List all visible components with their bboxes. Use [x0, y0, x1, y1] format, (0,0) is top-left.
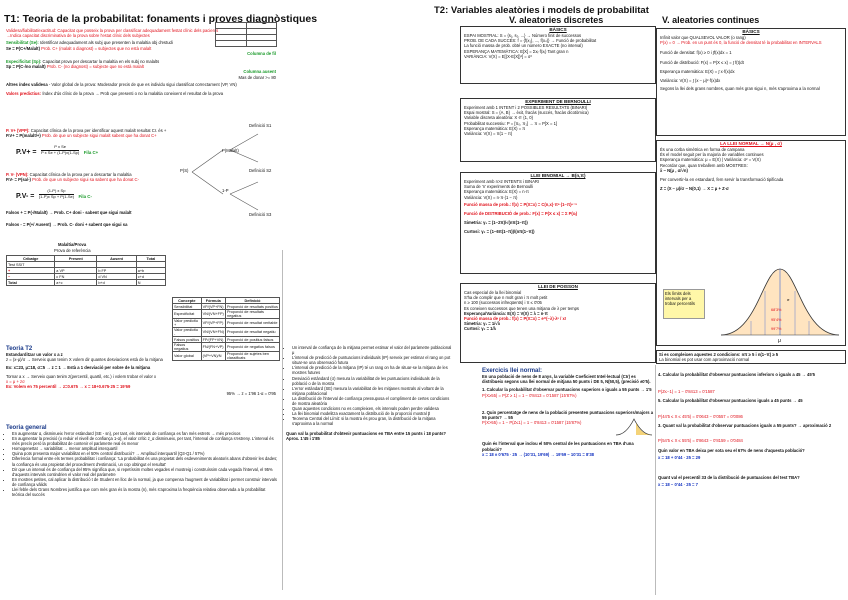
- exer-q1: 1. Calcular la probabilitat d'observar puntuacions superiors o iguals a 55 punts → 1'5: [482, 387, 652, 393]
- t2-line: Ex: x=23, μ=18, σ=5 → z = 1 → Està a 1 desviació per sobre de la mitjana: [6, 365, 151, 371]
- mini-table: [215, 22, 277, 47]
- bern-line: Esperança matemàtica: E(X) = π: [464, 125, 526, 131]
- altres-text: Valor global de la prova:: [51, 81, 97, 87]
- concept-row: Falsos negatius FN/(FN+VP) Proporció de negatius falsos: [173, 343, 280, 352]
- curve-label-997: 99'7%: [771, 327, 782, 331]
- list-item: • En mostres petites, cal aplicar la distribució t de Student en lloc de la normal, ja que compensa l'augment de variabilitat i permet construir intervals de confiança vàlids: [12, 477, 278, 487]
- sens-formula: Se = P(C+/Malalt): [6, 45, 40, 51]
- list-item: • Quina pots presenta major variabilitat en el 50% central distribució? → Amplitud interquartil (Q3-Q1 / 57%): [12, 451, 278, 456]
- list-item: • Dir que un interval és de confiança del 95% significa que, si repetíssim moltes vegades el mostreig i construíssim cada vegada l'interval, el 95% d'aquests intervals contindrien el valor real del paràmetre: [12, 467, 278, 477]
- vpp-fraction: $\frac{\text{P x Se}}{\text{P x Se + (1-P)x(1-Sp)}}$: [40, 144, 80, 155]
- intro-line-1: Validesa/fiabilitat/exactitud: Capacitat que posseix la prova per classificar adequadament festat clínic dels pacients: [6, 28, 219, 33]
- basics-cont-line: Funció de distribució: F(x) = P(X ≤ x) = ∫ f(t)dt: [660, 59, 744, 65]
- left-column: T1: Teoria de la probabilitat: fonaments i proves diagnòstiques Validesa/fiabilitat/exactitud: Capacitat que posseix la prova per classificar adequadament festat clínic dels pacients →Indica capacitat discriminativa de la prova sobre l'estat clínic dels subjectes Sensibilitat (Se): Identificar adequadament als subj que presenten la malaltia obj d'estudi Se = P(C+/Malalt) Prob. C+ (malalt o diagnost) = subjectes que no està malalt Columna de fil Especificitat (Sp): Capacitat prova per descartar la malaltia en els subj no malalts Sp = P(C-/no malalt) Prob. C- (no diagnost) = subjecte que no està malalt Columna ausent Mas de donar >= 80 Altres índex validesa - Valor global de la prova: Moderador precis de que es individu sigui classificat correctament (VP, VN) Valors predictius: Índex d'ús clínic de la prova → Prob que presenti o no la malaltia coneixent el resultat de la prova P. V+ (VPP): Capacitat clínica de la prova per identificar aquest malalt resultat Cr. és + P.V+ = P(malalt/+) Prob. de que un subjecte sigui malalt sabent que ha donat C+ P.V+ = $\frac{\text{P x Se}}{\text{P x Se + (1-P)x(1-Sp)}}$ Fila C+ P. V- (VPN): Capacitat clínica de la prova per a descartar la malaltia P.V- = P(sa/-) Prob. de que un subjecte sigui sa sabent que ha donat C- P.V- = $\frac{\text{(1-P) x Sp}}{\text{(1-P)x Sp + P(1-Se)}}$ Fila C- Falsos + = P(-/Malalt) → Prob. C+ doni - sabent que sigui malalt Falsos - = P(+/ Ausent) → Prob. C- doni + sabent que sigui sa Definició S1 P(Malalt) 1-P Definició S2 P(S) Definició S3 Malaltia/Prova Prova de referència Cribatge Present Ausent Total Test SSIT + a VP b FP a+b − c FN d VN c+d Total a+c b+d N Concepte Fórmula Definició Sensibilitat VP/(VP+FN) Proporció de resultats positius Especificitat VN/(VN+FP) Proporció de resultats negatius Valor predictiu + VP/(VP+FP) Proporció de resultat veritable Valor predictiu - VN/(VN+FN) Proporció de resultat negatiu Falsos positius FP/(FP+VN) Proporció de positius falsos Falsos negatius FN/(FN+VP) Proporció de negatius falsos Valor global (VP+VN)/N Proporció de sujetes ben classificats Teoria T2 Estandarditzar un valor x a z z = (x-μ)/σ → Serveix quan tenim X volem dir quantes desviacions està de la mitjana Ex: x=23, μ=18, σ=5 → z = 1 → Està a 1 desviació per sobre de la mitjana Tornar a x → Serveix quan tenim z(percentil, quartil, etc.) i volem trobar el valor x x = μ + zσ Ex: Volem en 75 percentil → z=0.675 → x = 18+0.675·25 = 19'69 95% → z = 1'96 1-α = 0'95 Teoria general • En augmentar α, disminueix l'error estàndard (SE - sn), per tant, els intervals de confiança es fan més estrets → més precisos • En augmentar la precisió (o reduir el nivell de confiança 1-α), el valor crític z_α disminueix, per tant, l'interval de confiança s'estreny. L'interval és més precís però la probabilitat de contenir el paràmetre real és menor • Homogeneïtat → variabilitat → menor amplitud interquartil • Quina pots presenta major variabilitat en el 50% central distribució? → Amplitud interquartil (Q3-Q1 / 57%) • Diferència formal entre els termes probabilitat i confiança: 'La probabilitat és una propietat dels esdeveniments aleatoris abans d'obtenir les dades; la confiança és una propietat del procediment d'estimació, un cop obtingut el resultat' • Dir que un interval és de confiança del 95% significa que, si repetíssim moltes vegades el mostreig i construíssim cada vegada l'interval, el 95% d'aquests intervals contindrien el valor real del paràmetre • En mostres petites, cal aplicar la distribució t de Student en lloc de la normal, ja que compensa l'augment de variabilitat i permet construir intervals de confiança vàlids • Llei feble dels Grans Nombres justifica que com més gran és la mostra (n), més s'aproxima la freqüència relativa observada a la probabilitat teòrica del succés: [0, 0, 282, 600]
- normal-title: LA LLEI NORMAL → N(μ , σ): [720, 141, 782, 146]
- predictius-text: Índex d'ús clínic de la prova → Prob que presenti o no la malaltia coneixent el resultat de la prova: [42, 91, 224, 97]
- basics-title: BÀSICS: [549, 27, 567, 32]
- spec-note: Prob. C- (no diagnost) = subjecte que no està malalt: [46, 64, 144, 70]
- exer-q5: 5. Calcular la probabilitat d'observar puntuacions iguals a 45 punts → 45: [658, 398, 803, 404]
- list-item: • Teorema Central del Límit: si la mostra és prou gran, la distribució de la mitjana s'aproxima a la normal: [292, 416, 454, 426]
- binom-line: Funció massa de prob.: f(x) = P(X=x) = C(n,x)·πˣ·(1−π)ⁿ⁻ˣ: [464, 201, 577, 207]
- t2-title: Teoria T2: [6, 346, 33, 352]
- concept-row: Especificitat VN/(VN+FP) Proporció de resultats negatius: [173, 310, 280, 319]
- exer-q7-sol: x = 18 + 0'44 · 25 = 29: [658, 455, 701, 461]
- tree-label-4: P(S): [180, 168, 189, 173]
- discretes-title: V. aleatories discretes: [509, 15, 604, 25]
- no-val: Mas de donar >= 80: [238, 74, 276, 80]
- predictius-title: Valors predictius:: [6, 91, 42, 97]
- column-divider: [655, 365, 656, 595]
- basics-line: ESPAI MOSTRAL: S = {s₁, s₂, ...} → Número finit de successos: [464, 33, 582, 38]
- bell-curve: [717, 261, 843, 343]
- list-item: • La distribució de l'interval de confiança pressuposa el compliment de certes condicions de mostra aleatòria: [292, 396, 454, 406]
- basics-cont-box: [656, 28, 846, 136]
- exer-q6-sol: P(54'5 ≤ X ≤ 55'5) = 0'8643 − 0'8159 = 0'0484: [658, 438, 743, 444]
- normal-line: És el model seguit per la majoria de variables continues: [660, 152, 764, 158]
- poisson-line: S'ha de complir que n molt gran i π molt petit: [464, 295, 548, 301]
- basics-line: La funció massa de prob. obté un número EXACTE (no interval): [464, 43, 583, 49]
- aprox-title: Si es compleixen aquestes 2 condicions: nπ ≥ 5 i n(1−π) ≥ 5: [659, 352, 779, 357]
- basics-line: ESPERANÇA MATEMÀTICA: E[X] = Σxᵢ·f(xᵢ) Tant gran n: [464, 48, 569, 54]
- list-item: • L'interval de predicció de puntuacions individuals (IP) serveix per estimar el rang on pot situar-se una observació futura: [292, 355, 454, 365]
- vpn-text: Capacitat clínica de la prova per a descartar la malaltia: [29, 172, 132, 177]
- poisson-line: Curtosi: γ₂ = 1/λ: [464, 326, 496, 332]
- teoria-title: Teoria general: [6, 425, 47, 431]
- tree-label-2: 1-P: [222, 188, 229, 193]
- list-item: • Un interval de confiança de la mitjana permet estimar el valor del paràmetre poblacional μ: [292, 345, 454, 355]
- exer-q3: Quin és l'interval que inclou el 50% central de les puntuacions en TBA d'una població?: [482, 441, 634, 452]
- concept-row: Valor predictiu - VN/(VN+FN) Proporció de resultat negatiu: [173, 328, 280, 337]
- altres-label: Altres índex validesa: [6, 81, 48, 87]
- vpp-text: Capacitat clínica de la prova per identificar aquest malalt resultat Cr. és +: [30, 128, 167, 133]
- sens-label: Sensibilitat (Se):: [6, 40, 39, 46]
- exer-q8-sol: x = 18 − 0'44 · 25 = 7: [658, 481, 698, 487]
- exer-q6: 3. Quant val la probabilitat d'observar puntuacions iguals a 55 punts? → aproximació 2: [658, 422, 832, 428]
- basics-cont-line: Esperança matemàtica: E(X) = ∫ x·f(x)dx: [660, 68, 735, 74]
- table-sub: Test SSIT: [7, 262, 55, 268]
- list-item: • Desviació estàndard (σ) mesura la variabilitat de les puntuacions individuals de la població o de la mostra: [292, 376, 454, 386]
- spec-formula: Sp = P(C-/no malalt): [6, 64, 46, 70]
- curve-label-954: 95'4%: [771, 318, 782, 322]
- basics-line: PROB. DE CADA SUCCÉS: f = {f(x₁), ..., f(xₙ)} → Funció de probabilitat: [464, 38, 597, 44]
- bernoulli-box: [460, 98, 656, 162]
- binom-title: LLEI BINOMIAL → B(n,π): [530, 173, 586, 178]
- bern-line: Espai mostral: S = {A, B} → èxit, fracàs (succés, fracàs dicotòmica): [464, 110, 589, 116]
- fals-pos: Falsos + = P(-/Malalt) → Prob. C+ doni - sabent que sigui malalt: [6, 210, 132, 216]
- exer-q1-sol: P(X≥55) = P(Z ≥ 1) = 1 − 0'8413 = 0'1587 (15'87%): [482, 392, 577, 398]
- approximation-box: [656, 350, 846, 364]
- basics-box: [460, 26, 656, 84]
- binom-line: Suma de 'n' experiments de Bernoulli: [464, 184, 534, 190]
- t2-side: 95% → z = 1'96 1-α = 0'95: [226, 391, 276, 397]
- tree-label-0: Definició S1: [249, 123, 272, 128]
- vpn-note: Prob. de que un subjecte sigui sa sabent que ha donat C-: [32, 177, 139, 183]
- t2-line: Ex: Volem en 75 percentil → z=0.675 → x = 18+0.675·25 = 19'69: [6, 384, 131, 390]
- table-caption-2: Prova de referència: [54, 248, 91, 253]
- concept-header: Concepte: [173, 298, 202, 304]
- vpn-fila: Fila C-: [78, 194, 92, 200]
- vpn-formula: P.V- = P(sa/-): [6, 177, 31, 183]
- list-item: • Diferència formal entre els termes probabilitat i confiança: 'La probabilitat és una propietat dels esdeveniments aleatoris abans d'obtenir les dades; la confiança és una propietat del procediment d'estimació, un cop obtingut el resultat': [12, 456, 278, 466]
- intro-line-2: →Indica capacitat discriminativa de la prova sobre l'estat clínic dels subjectes: [6, 33, 150, 39]
- table-caption-1: Malaltia/Prova: [58, 242, 87, 247]
- altres-desc: Moderador precis de que es individu sigui classificat correctament (VP, VN): [97, 81, 237, 87]
- sens-note: Prob. C+ (malalt o diagnost) = subjectes que no està malalt: [41, 45, 152, 51]
- exer-q7: Quin valor en TBA deixa per sota seu el 67% de nens d'aquesta població?: [658, 448, 805, 454]
- middle-column: [284, 0, 656, 600]
- bern-line: Probabilitat successiu: P = [π₀, π₁] → π = P[X = 1]: [464, 120, 558, 126]
- vpn-eq: P.V- =: [16, 193, 35, 201]
- poisson-title: LLEI DE POISSON: [538, 284, 578, 289]
- basics-cont-line: Infinit valor que QUALSEVOL VALOR (o rang): [660, 35, 746, 40]
- vpn-fraction: $\frac{\text{(1-P) x Sp}}{\text{(1-P)x Sp + P(1-Se)}}$: [38, 188, 75, 199]
- list-item: • Llei feble dels Grans Nombres justifica que com més gran és la mostra (n), més s'aproxima la freqüència relativa observada a la probabilitat teòrica del succés: [12, 487, 278, 497]
- center-lower-list: [286, 345, 454, 441]
- vpp-eq: P.V+ =: [16, 149, 37, 157]
- exer-q4: 4. Calcular la probabilitat d'observar puntuacions inferiors o iguals a 45 → 45'5: [658, 372, 815, 377]
- spec-text: Capacitat prova per descartar la malaltia en els subj no malalts: [42, 59, 160, 65]
- binom-line: Funció de DISTRIBUCIÓ de prob.: F(x) = P(X ≤ x) = Σ P(xᵢ): [464, 211, 578, 217]
- list-item: • En augmentar α, disminueix l'error estàndard (SE - sn), per tant, els intervals de confiança es fan més estrets → més precisos: [12, 431, 278, 436]
- continues-title: V. aleatories continues: [662, 15, 760, 25]
- t2-line: z = (x-μ)/σ → Serveix quan tenim X volem dir quantes desviacions està de la mitjana: [6, 357, 163, 363]
- right-column: [656, 0, 848, 600]
- normal-line: x̄ ~ N(μ , σ/√n): [660, 167, 688, 173]
- t2-line: x = μ + zσ: [6, 378, 25, 384]
- concept-row: Valor predictiu + VP/(VP+FP) Proporció de resultat veritable: [173, 319, 280, 328]
- curve-label-sigma: σ: [787, 297, 790, 302]
- bern-title: EXPERIMENT DE BERNOULLI: [525, 99, 591, 104]
- exer-q5-sol: P(44'5 ≤ X ≤ 45'5) = 0'0643 − 0'0557 = 0'0086: [658, 413, 743, 419]
- poisson-box: [460, 283, 656, 363]
- left-title: T1: Teoria de la probabilitat: fonaments i proves diagnòstiques: [4, 13, 318, 25]
- list-item: • L'error estàndard (SE) mesura la variabilitat de les mitjanes mostrals al voltant de la mitjana poblacional: [292, 386, 454, 396]
- normal-box: [656, 140, 846, 346]
- aprox-sub: La binomial es pot usar com aproximació normal: [659, 357, 750, 363]
- exercises-right: [658, 372, 846, 487]
- list-item: • Quan aquestes condicions no es compleixen, els intervals poden perdre validesa: [292, 406, 454, 411]
- curve-label-mu: μ: [778, 338, 781, 344]
- table-header: Ausent: [97, 256, 136, 262]
- exer-q2-sol: P(X>55) = 1 − P(Z≤1) = 1 − 0'8413 = 0'1587 (15'87%): [482, 420, 582, 426]
- tree-label-5: Definició S3: [249, 212, 272, 217]
- basics-cont-line: Variància: V(X) = ∫ (x − μ)²·f(x)dx: [660, 78, 721, 84]
- contingency-table: [6, 255, 166, 286]
- tree-label-3: Definició S2: [249, 168, 272, 173]
- binom-line: Esperança matemàtica: E(X) = n·π: [464, 189, 529, 195]
- basics-cont-line: Funció de densitat: f(x) ≥ 0 i ∫f(x)dx = 1: [660, 50, 732, 56]
- exer-title: Exercicis llei normal:: [482, 368, 543, 374]
- poisson-line: Simetria: γ₁ = 1/√λ: [464, 321, 501, 327]
- vpp-note: Prob. de que un subjecte sigui malalt sabent que ha donat C+: [41, 133, 157, 139]
- vpn-label: P. V- (VPN):: [6, 172, 29, 177]
- bern-line: Variable discreta aleatòria: X ∈ {1, 0}: [464, 115, 533, 121]
- table-row: Total a+c b+d N: [7, 280, 166, 286]
- binom-line: Variància: V(X) = n·π·(1 − π): [464, 194, 518, 200]
- center-question: Quan val la probabilitat d'obtenir puntuacions en TBA entre 15 punts i 18 punts? Aprox. 1'45 i 1'85: [286, 430, 446, 441]
- concept-row: Sensibilitat VP/(VP+FN) Proporció de resultats positius: [174, 304, 278, 309]
- vpp-formula: P.V+ = P(malalt/+): [6, 133, 41, 139]
- table-header: Present: [55, 256, 97, 262]
- column-divider: [282, 250, 283, 590]
- col-aument: Columna ausent: [243, 69, 276, 75]
- t2-sub: Estandarditzar un valor x a z: [6, 352, 63, 357]
- table-row: + a VP b FP a+b: [7, 268, 166, 274]
- curve-note: Els límits dels intervals per a trobar percentils: [663, 289, 705, 319]
- basics-cont-line: Segons la llei dels grans nombres, quan més gran sigui n, més s'aproxima a la normal: [660, 86, 820, 92]
- concept-row: Falsos positius FP/(FP+VN) Proporció de positius falsos: [173, 337, 280, 343]
- exer-q4-sol: P(Z≤−1) = 1 − 0'8413 = 0'1587: [658, 389, 715, 395]
- binom-line: Experiment amb n>2 INTENTS i BINARI: [464, 179, 540, 184]
- normal-line: Recordar que, quan treballem amb MOSTRES:: [660, 162, 748, 168]
- exer-q2: 2. Quin percentatge de nens de la població presenten puntuacions superiors/majors a 55 punts? → 55: [482, 409, 654, 421]
- normal-line: Per convertir-la en estandard, fem servir la transformació tipificada: [660, 177, 784, 183]
- basics-cont-title: BÀSICS: [742, 29, 760, 34]
- binomial-box: [460, 172, 656, 274]
- table-header: Total: [136, 256, 165, 262]
- normal-line: És una corba simètrica en forma de campana: [660, 147, 745, 152]
- exer-q8: Quant val el percentil 33 de la distribució de puntuacions del test TBA?: [658, 474, 800, 480]
- middle-title: T2: Variables aleatòries i models de probabilitat: [434, 5, 649, 16]
- tree-label-1: P(Malalt): [222, 148, 239, 153]
- binom-line: Simetria: γ₁ = (1−2π)/√(nπ(1−π)): [464, 220, 528, 226]
- poisson-line: n ≥ 100 (successos infreqüents) i π ≤ 0'05: [464, 300, 542, 306]
- concept-row: Valor global (VP+VN)/N Proporció de sujetes ben classificats: [173, 352, 280, 361]
- concept-header: Definició: [225, 298, 279, 304]
- fals-neg: Falsos - = P(+/ Ausent) → Prob. C- doni + sabent que sigui sa: [6, 221, 128, 227]
- normal-line: Z = (X − μ)/σ ~ N(0,1) → X = μ + Z·σ: [660, 186, 729, 192]
- spec-label: Especificitat (Sp):: [6, 59, 42, 65]
- basics-cont-line: P(x) = 0 → Prob. en un punt és 0, la funció de densitat té la probabilitat en INTERVALS: [660, 40, 822, 46]
- curve-label-683: 68'3%: [771, 308, 782, 312]
- t2-line: Tornar a x → Serveix quan tenim z(percentil, quartil, etc.) i volem trobar el valor x: [6, 373, 157, 379]
- list-item: • L'interval de predicció de la mitjana (IP) té un rang on ha de situar-se la mitjana de les mostres futures: [292, 365, 454, 375]
- poisson-line: Cas especial de la llei binomial: [464, 290, 522, 295]
- exer-q3-sol: x = 18 ± 0'675 · 25 → (10'31, 19'69) → 19'69 − 10'31 = 8'38: [482, 451, 594, 457]
- exer-intro: En una població de nens de 8 anys, la variable Coeficient Intel·lectual (CIr) es distribueix segons una llei normal de mitjana 50 punts i DE 5, N(50,5), (precisió ±0'5).: [482, 374, 651, 385]
- col-malalts: Columna de fil: [247, 50, 276, 56]
- exercises-left: [482, 368, 654, 457]
- normal-line: Esperança matemàtica: μ = E(X) | Variància: σ² = V(X): [660, 157, 761, 163]
- list-item: • La llei binomial modelitza exactament la distribució de la proporció mostral p̂: [292, 411, 454, 416]
- list-item: • En augmentar la precisió (o reduir el nivell de confiança 1-α), el valor crític z_α disminueix, per tant, l'interval de confiança s'estreny. L'interval és més precís però la probabilitat de contenir el paràmetre real és menor: [12, 436, 278, 446]
- poisson-line: Es coneixen successos que tenen una mitjana de λ per temps: [464, 305, 579, 311]
- table-header: Cribatge: [7, 256, 55, 262]
- bern-line: Experiment amb 1 INTENT i 2 POSSIBLES RESULTATS (BINARI): [464, 105, 588, 110]
- binom-line: Curtosi: γ₂ = (1−6π(1−π))/(nπ(1−π)): [464, 229, 535, 235]
- vpp-fila: Fila C+: [83, 150, 99, 156]
- basics-line: VARIÀNCIA: V(X) = E[(X-E[X])²] = σ²: [464, 53, 532, 59]
- sens-text: Identificar adequadament als subj que presenten la malaltia obj d'estudi: [39, 40, 173, 46]
- table-row: − c FN d VN c+d: [7, 274, 166, 280]
- bern-line: Variància: V(X) = π(1 − π): [464, 131, 513, 137]
- concept-header: Fórmula: [201, 298, 225, 304]
- teoria-list: [6, 431, 278, 497]
- list-item: • Homogeneïtat → variabilitat → menor amplitud interquartil: [12, 446, 278, 451]
- exercise-curve-1: [614, 415, 654, 437]
- poisson-line: Esperança/Variància: E(X) = V(X) = λ = n·π: [464, 310, 548, 316]
- vpp-label: P. V+ (VPP):: [6, 128, 30, 133]
- poisson-line: Funció massa de prob.: f(x) = P(X=x) = e^(−λ)·λˣ / x!: [464, 316, 567, 322]
